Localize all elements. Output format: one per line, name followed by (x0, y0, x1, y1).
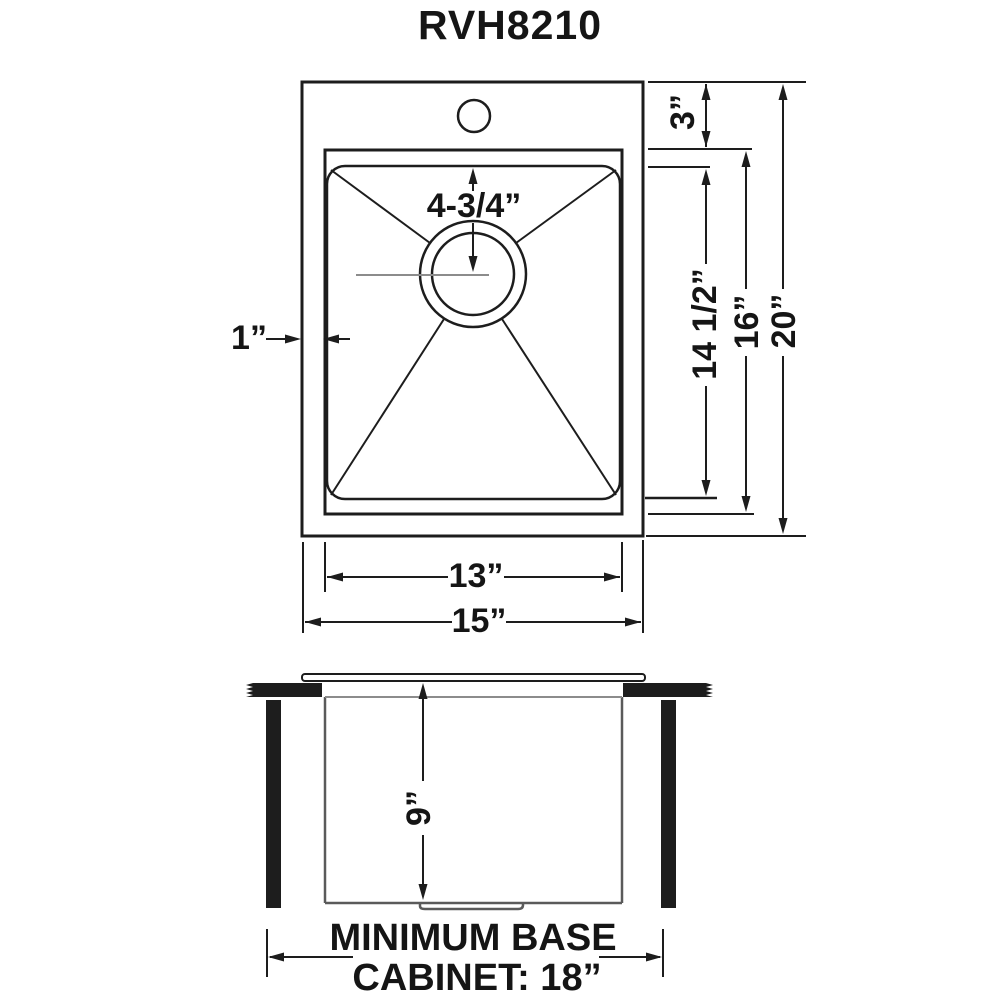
dim-label-bowl-front-to-back: 14 1/2” (686, 268, 724, 380)
cabinet-wall-right (661, 700, 676, 908)
dim-bowl-front-to-back (686, 169, 724, 496)
arrow-left-icon (305, 618, 321, 627)
arrow-left-icon (268, 953, 284, 962)
arrow-down-icon (419, 884, 428, 900)
arrow-down-icon (779, 518, 788, 534)
arrow-right-icon (604, 573, 620, 582)
bowl-diagonal-bottom-left (331, 319, 444, 495)
dim-label-bowl-width: 13” (448, 557, 504, 595)
base-cabinet-caption-line2: CABINET: 18” (352, 957, 602, 999)
dim-label-overall-width: 15” (451, 602, 507, 640)
arrow-left-icon (327, 573, 343, 582)
faucet-hole (458, 100, 490, 132)
side-view (246, 674, 713, 999)
dim-label-drain-offset: 4-3/4” (426, 187, 522, 225)
countertop-right (623, 683, 713, 697)
dim-label-inner-front-to-back: 16” (728, 294, 766, 350)
arrow-down-icon (702, 131, 711, 147)
arrow-right-icon (285, 335, 301, 344)
dim-rim-lip (231, 319, 350, 357)
dim-base-cabinet (267, 917, 663, 999)
arrow-up-icon (702, 169, 711, 185)
cabinet-wall-left (266, 700, 281, 908)
arrow-up-icon (419, 683, 428, 699)
arrow-right-icon (625, 618, 641, 627)
arrow-up-icon (702, 84, 711, 100)
arrow-up-icon (779, 84, 788, 100)
dim-label-faucet-deck: 3” (664, 94, 702, 130)
model-title: RVH8210 (417, 2, 603, 48)
dim-overall-front-to-back (765, 84, 803, 534)
sink-flange (302, 674, 645, 681)
base-cabinet-caption-line1: MINIMUM BASE (329, 917, 617, 959)
dim-faucet-deck (664, 84, 711, 147)
dim-overall-width (305, 602, 641, 640)
bowl-diagonal-top-right (516, 170, 616, 243)
dim-label-bowl-depth: 9” (400, 790, 438, 826)
top-view (231, 82, 806, 640)
arrow-down-icon (469, 256, 478, 272)
dim-label-overall-front-to-back: 20” (765, 293, 803, 349)
dim-bowl-width (327, 557, 620, 595)
bowl-diagonal-bottom-right (502, 319, 616, 495)
bowl-diagonal-top-left (331, 170, 430, 243)
dim-drain-offset (427, 168, 522, 272)
dim-inner-front-to-back (728, 151, 766, 512)
arrow-up-icon (469, 168, 478, 184)
arrow-right-icon (646, 953, 662, 962)
arrow-up-icon (742, 151, 751, 167)
dim-label-rim-lip: 1” (231, 319, 267, 357)
dim-bowl-depth (400, 683, 438, 900)
arrow-down-icon (702, 480, 711, 496)
countertop-left (246, 683, 322, 697)
arrow-down-icon (742, 496, 751, 512)
